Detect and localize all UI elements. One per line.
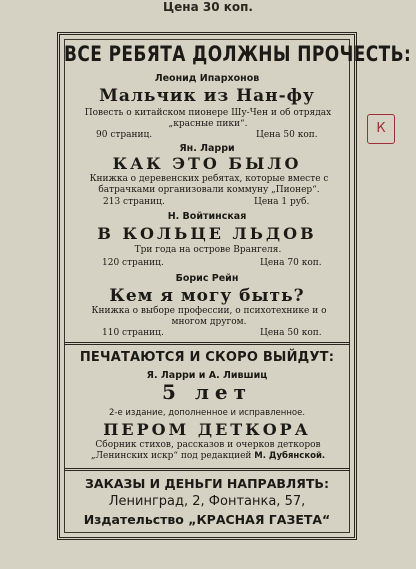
library-stamp: К: [367, 114, 395, 144]
book-title: КАК ЭТО БЫЛО: [112, 154, 302, 173]
book-price: Цена 70 коп.: [260, 258, 322, 268]
divider: [64, 342, 350, 347]
orders-heading: ЗАКАЗЫ И ДЕНЬГИ НАПРАВЛЯТЬ:: [85, 476, 329, 491]
book-author: Леонид Ипархонов: [154, 73, 260, 84]
book-description: Повесть о китайском пионере Шу-Чен и об отрядах „красные пики“.: [84, 108, 332, 129]
book-author: Ян. Ларри: [179, 143, 235, 154]
orders-address: Ленинград, 2, Фонтанка, 57,: [108, 494, 306, 509]
upcoming-title: 5 лет: [161, 380, 253, 404]
advert-heading: ВСЕ РЕБЯТА ДОЛЖНЫ ПРОЧЕСТЬ:: [64, 42, 412, 67]
cover-price: Цена 30 коп.: [163, 0, 253, 14]
book-author: Борис Рейн: [175, 273, 239, 284]
book-description: Книжка о деревенских ребятах, которые вместе с батрачками организовали коммуну „Пионер“.: [89, 174, 329, 195]
book-title: Кем я могу быть?: [109, 286, 305, 306]
book-price: Цена 50 коп.: [260, 328, 322, 338]
book-price: Цена 50 коп.: [256, 130, 318, 140]
book-title: Мальчик из Нан-фу: [99, 86, 315, 106]
divider: [64, 468, 350, 473]
book-pages: 90 страниц.: [96, 130, 153, 140]
book-author: Н. Войтинская: [167, 211, 247, 222]
upcoming-description: Сборник стихов, рассказов и очерков деткоров „Ленинских искр“ под редакцией М. Дубянской.: [90, 440, 326, 461]
upcoming-edition: 2-е издание, дополненное и исправленное.: [108, 408, 306, 418]
book-pages: 110 страниц.: [102, 328, 164, 338]
upcoming-heading: ПЕЧАТАЮТСЯ И СКОРО ВЫЙДУТ:: [79, 350, 335, 365]
upcoming-authors: Я. Ларри и А. Лившиц: [146, 370, 268, 381]
orders-publisher: Издательство „КРАСНАЯ ГАЗЕТА“: [83, 512, 331, 527]
book-price: Цена 1 руб.: [254, 197, 310, 207]
book-description: Книжка о выборе профессии, о психотехнике и о многом другом.: [91, 306, 327, 327]
book-pages: 213 страниц.: [103, 197, 165, 207]
book-pages: 120 страниц.: [102, 258, 164, 268]
book-description: Три года на острове Врангеля.: [134, 245, 282, 255]
upcoming-title-2: ПЕРОМ ДЕТКОРА: [103, 420, 311, 439]
book-title: В КОЛЬЦЕ ЛЬДОВ: [97, 224, 317, 243]
